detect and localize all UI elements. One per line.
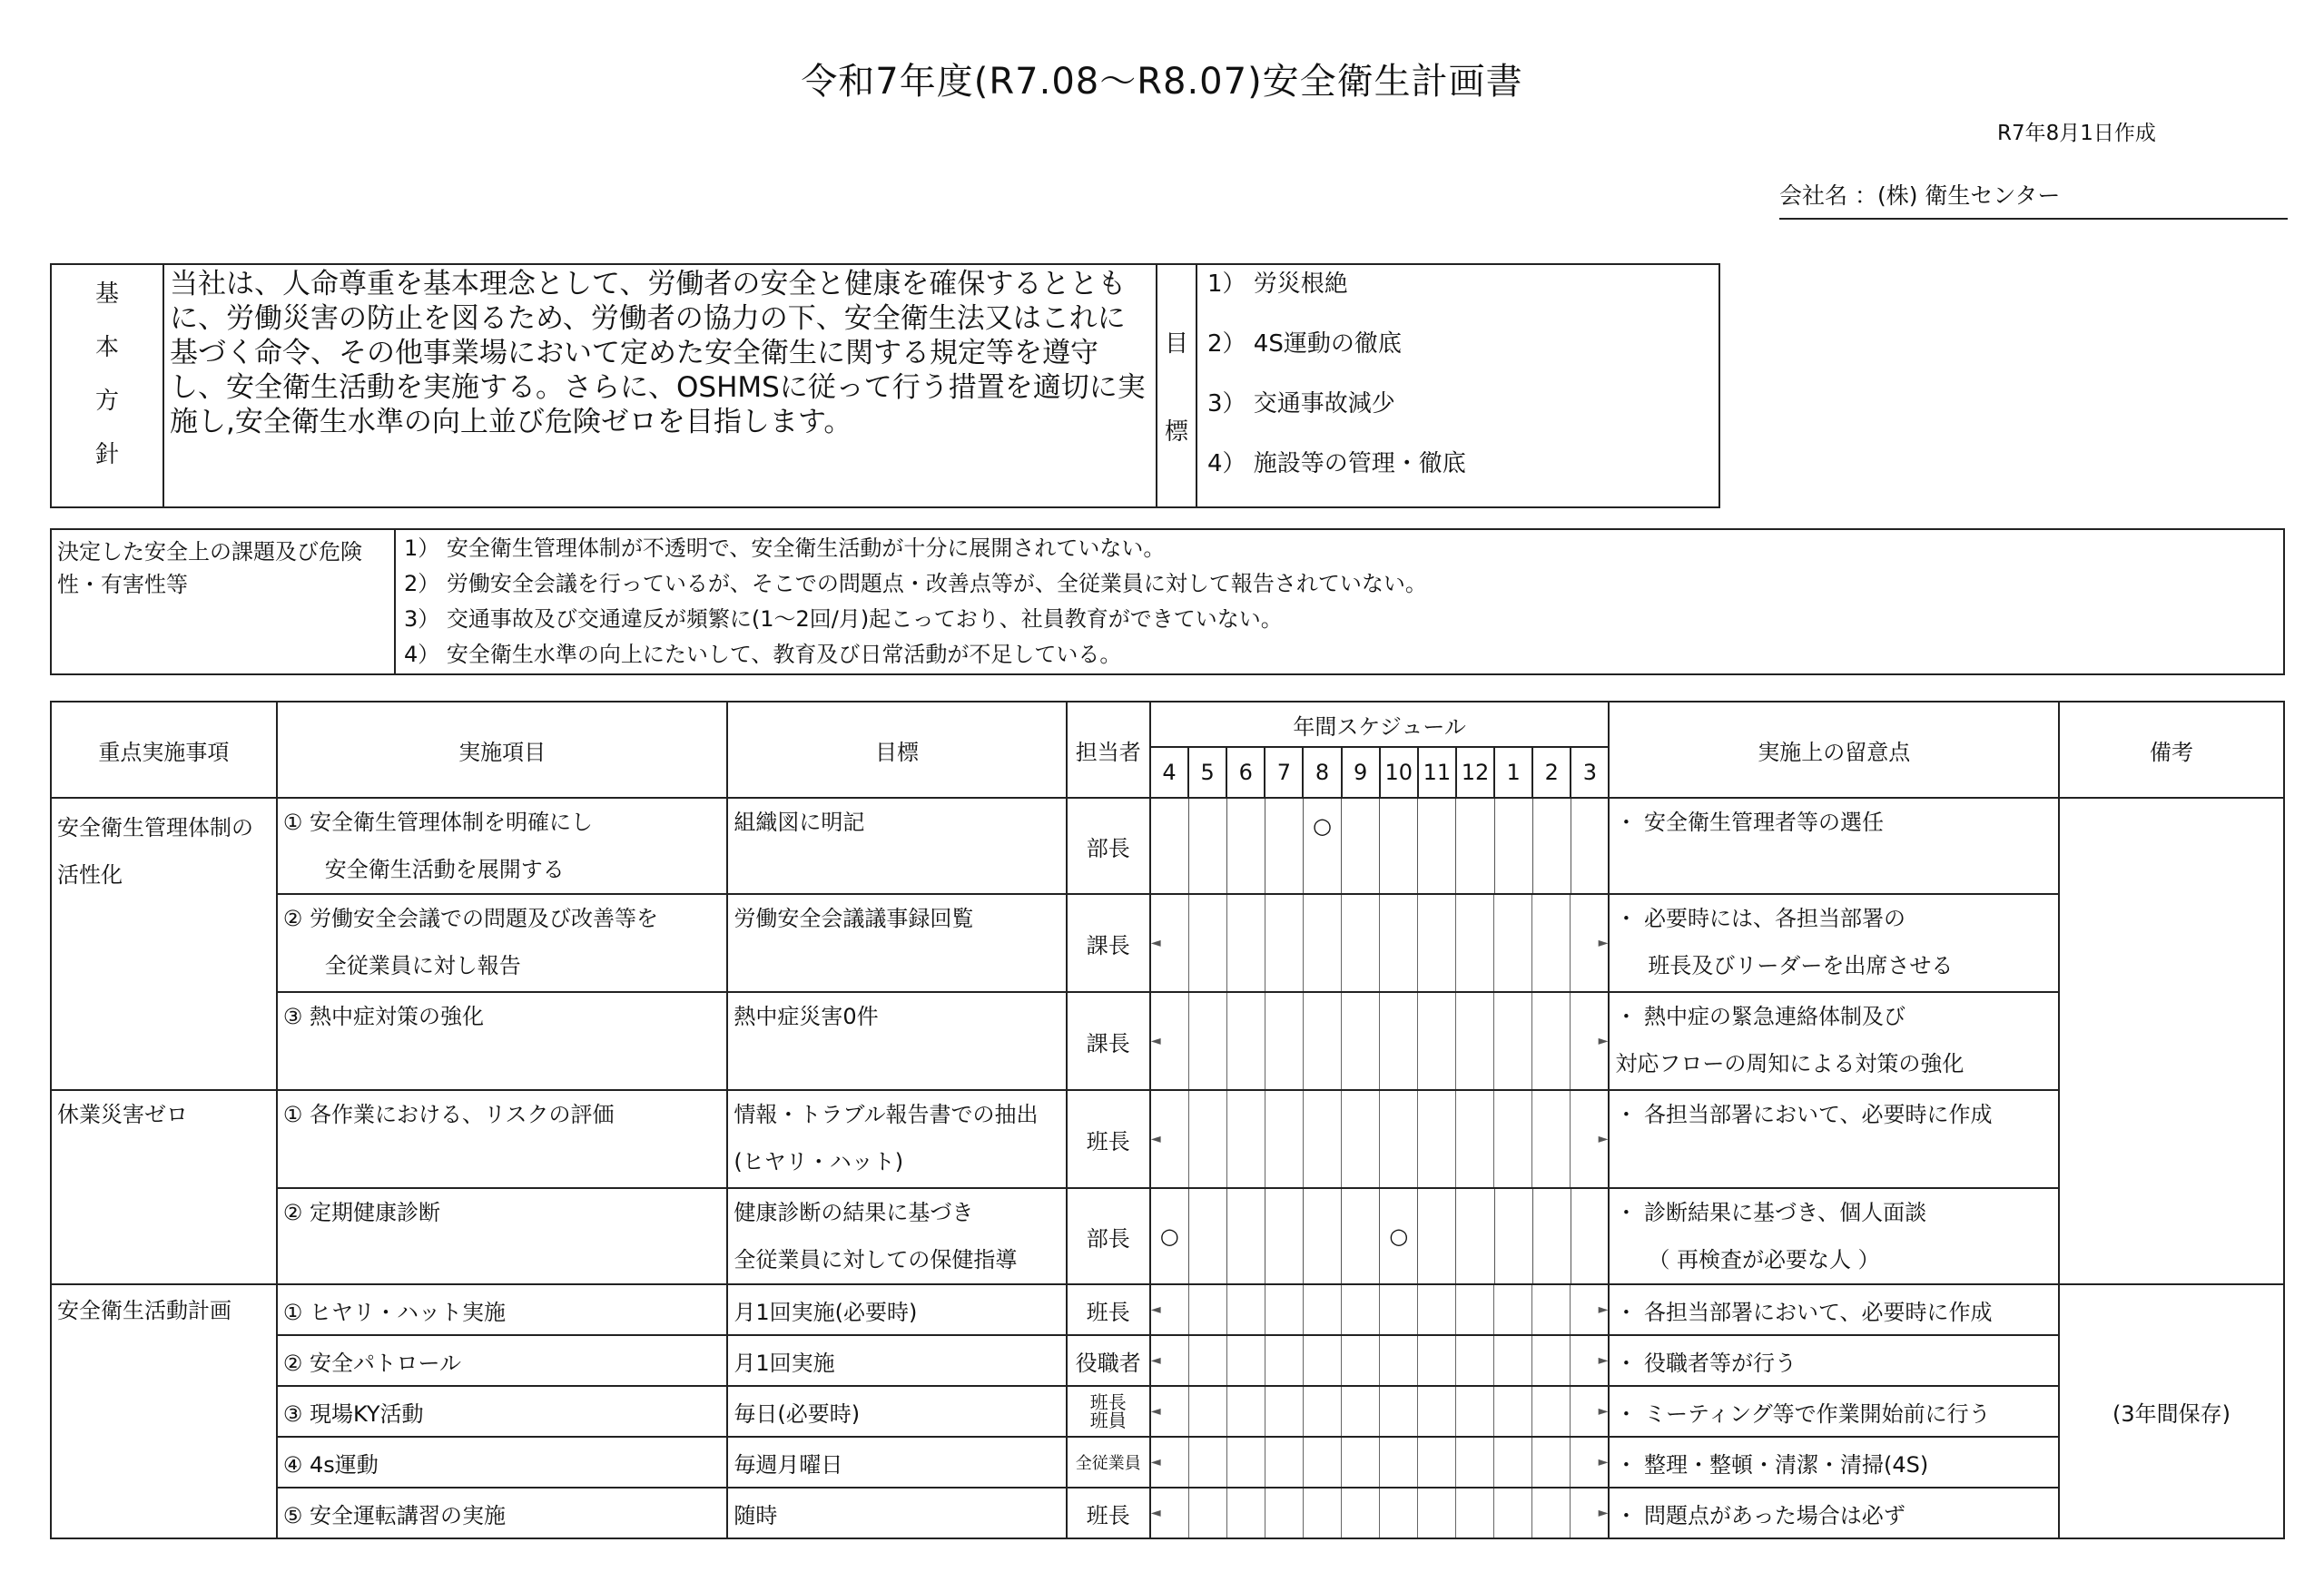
- item-cell: [277, 894, 728, 992]
- schedule-continuous: [1151, 1387, 1609, 1436]
- item-cell: ③ 現場KY活動: [277, 1386, 728, 1437]
- target-cell: 随時: [727, 1488, 1066, 1538]
- month-header: 1: [1494, 747, 1532, 798]
- item-line: 全従業員に対し報告: [324, 953, 521, 978]
- month-header: 6: [1226, 747, 1265, 798]
- schedule-mark: ○: [1150, 1188, 1188, 1284]
- target-line: 健康診断の結果に基づき: [734, 1200, 974, 1225]
- person-line: 班員: [1089, 1410, 1127, 1431]
- schedule-span: [1150, 1488, 1610, 1538]
- schedule-continuous: [1151, 1285, 1609, 1334]
- item-cell: ② 安全パトロール: [277, 1335, 728, 1386]
- month-header: 10: [1380, 747, 1418, 798]
- target-cell: 毎日(必要時): [727, 1386, 1066, 1437]
- note-cell: [1609, 1188, 2059, 1284]
- person-cell: [1067, 1386, 1150, 1437]
- item-line: 安全衛生活動を展開する: [324, 857, 565, 882]
- goal-item: 2） 4S運動の徹底: [1207, 330, 1402, 358]
- item-cell: ① 各作業における、リスクの評価: [277, 1090, 728, 1188]
- schedule-cell: [1226, 1188, 1265, 1284]
- schedule-cell: [1150, 798, 1188, 894]
- note-line: ・ 必要時には、各担当部署の: [1615, 906, 1906, 931]
- policy-label-char: 針: [94, 441, 119, 468]
- schedule-continuous: [1151, 1091, 1609, 1187]
- note-cell: ・ 問題点があった場合は必ず: [1609, 1488, 2059, 1538]
- item-cell: ① ヒヤリ・ハット実施: [277, 1284, 728, 1335]
- person-cell: 課長: [1067, 992, 1150, 1090]
- person-line: 班長: [1089, 1391, 1127, 1413]
- target-cell: 熱中症災害0件: [727, 992, 1066, 1090]
- schedule-cell: [1380, 798, 1418, 894]
- target-cell: 毎週月曜日: [727, 1437, 1066, 1488]
- schedule-cell: [1342, 798, 1380, 894]
- item-cell: ④ 4s運動: [277, 1437, 728, 1488]
- issues-list: [395, 529, 2284, 674]
- schedule-continuous: [1151, 1438, 1609, 1487]
- target-cell: 月1回実施(必要時): [727, 1284, 1066, 1335]
- item-cell: ⑤ 安全運転講習の実施: [277, 1488, 728, 1538]
- target-line: 全従業員に対しての保健指導: [734, 1247, 1018, 1272]
- schedule-span: [1150, 992, 1610, 1090]
- document-title: 令和7年度(R7.08～R8.07)安全衛生計画書: [801, 61, 1523, 103]
- target-cell: [727, 1188, 1066, 1284]
- note-cell: ・ 各担当部署において、必要時に作成: [1609, 1284, 2059, 1335]
- person-cell: 班長: [1067, 1090, 1150, 1188]
- month-header: 3: [1571, 747, 1609, 798]
- schedule-cell: [1456, 1188, 1494, 1284]
- goals-label-char: 目: [1164, 330, 1188, 358]
- creation-date: R7年8月1日作成: [1997, 122, 2156, 145]
- schedule-cell: [1226, 798, 1265, 894]
- policy-label-char: 方: [94, 388, 119, 415]
- person-cell: 課長: [1067, 894, 1150, 992]
- note-cell: ・ 整理・整頓・清潔・清掃(4S): [1609, 1437, 2059, 1488]
- issue-item: 2） 労働安全会議を行っているが、そこでの問題点・改善点等が、全従業員に対して報告されていない。: [404, 571, 1427, 596]
- policy-table: [50, 263, 1720, 508]
- note-cell: ・ ミーティング等で作業開始前に行う: [1609, 1386, 2059, 1437]
- item-cell: ③ 熱中症対策の強化: [277, 992, 728, 1090]
- target-cell: [727, 1090, 1066, 1188]
- schedule-continuous: [1151, 895, 1609, 991]
- note-line: 班長及びリーダーを出席させる: [1648, 953, 1954, 978]
- item-line: ① 安全衛生管理体制を明確にし: [282, 810, 593, 835]
- target-cell: 組織図に明記: [727, 798, 1066, 894]
- schedule-span: [1150, 1284, 1610, 1335]
- target-cell: 労働安全会議議事録回覧: [727, 894, 1066, 992]
- issue-item: 3） 交通事故及び交通違反が頻繁に(1～2回/月)起こっており、社員教育ができていない。: [404, 606, 1283, 632]
- schedule-mark: ○: [1380, 1188, 1418, 1284]
- header-schedule: 年間スケジュール: [1150, 702, 1610, 747]
- header-item: 実施項目: [277, 702, 728, 798]
- priority-cell: 安全衛生管理体制の活性化: [51, 798, 277, 1090]
- priority-cell: 休業災害ゼロ: [51, 1090, 277, 1284]
- target-line: (ヒヤリ・ハット): [734, 1149, 904, 1174]
- header-notes: 実施上の留意点: [1609, 702, 2059, 798]
- header-remarks: 備考: [2059, 702, 2284, 798]
- schedule-span: [1150, 894, 1610, 992]
- schedule-cell: [1265, 1188, 1303, 1284]
- schedule-cell: [1342, 1188, 1380, 1284]
- schedule-mark: ○: [1303, 798, 1341, 894]
- header-priority: 重点実施事項: [51, 702, 277, 798]
- person-cell: 役職者: [1067, 1335, 1150, 1386]
- schedule-span: [1150, 1437, 1610, 1488]
- policy-text: 当社は、人命尊重を基本理念として、労働者の安全と健康を確保するとともに、労働災害の防止を図るため、労働者の協力の下、安全衛生法又はこれに基づく命令、その他事業場において定めた安全衛生に関する規定等を遵守し、安全衛生活動を実施する。さらに、OSHMSに従って行う措置を適切に実施し,安全衛生水準の向上並び危険ゼロを目指します。: [163, 264, 1157, 507]
- target-line: 情報・トラブル報告書での抽出: [734, 1102, 1039, 1127]
- policy-label: [51, 264, 163, 507]
- schedule-span: [1150, 1090, 1610, 1188]
- month-header: 2: [1532, 747, 1571, 798]
- issue-item: 4） 安全衛生水準の向上にたいして、教育及び日常活動が不足している。: [404, 642, 1122, 667]
- note-cell: ・ 安全衛生管理者等の選任: [1609, 798, 2059, 894]
- remarks-cell: (3年間保存): [2059, 1284, 2284, 1538]
- schedule-continuous: [1151, 1488, 1609, 1538]
- person-cell: 部長: [1067, 1188, 1150, 1284]
- schedule-cell: [1532, 798, 1571, 894]
- schedule-cell: [1494, 1188, 1532, 1284]
- note-line: ・ 診断結果に基づき、個人面談: [1615, 1200, 1927, 1225]
- note-cell: [1609, 894, 2059, 992]
- person-cell: 部長: [1067, 798, 1150, 894]
- schedule-span: [1150, 1386, 1610, 1437]
- schedule-cell: [1456, 798, 1494, 894]
- issues-label: 決定した安全上の課題及び危険性・有害性等: [51, 529, 395, 674]
- goals-label-char: 標: [1164, 418, 1188, 446]
- note-line: （ 再検査が必要な人 ）: [1648, 1247, 1880, 1272]
- schedule-cell: [1188, 1188, 1226, 1284]
- note-line: ・ 熱中症の緊急連絡体制及び: [1615, 1004, 1906, 1029]
- item-cell: ② 定期健康診断: [277, 1188, 728, 1284]
- schedule-span: [1150, 1335, 1610, 1386]
- schedule-cell: [1418, 1188, 1456, 1284]
- schedule-cell: [1494, 798, 1532, 894]
- target-cell: 月1回実施: [727, 1335, 1066, 1386]
- schedule-cell: [1303, 1188, 1341, 1284]
- note-line: 対応フローの周知による対策の強化: [1615, 1051, 1965, 1076]
- schedule-cell: [1418, 798, 1456, 894]
- schedule-cell: [1532, 1188, 1571, 1284]
- schedule-cell: [1188, 798, 1226, 894]
- company-name: 会社名 ：(株) 衛生センター: [1779, 178, 2288, 220]
- header-person: 担当者: [1067, 702, 1150, 798]
- person-cell: 班長: [1067, 1284, 1150, 1335]
- goal-item: 1） 労災根絶: [1207, 270, 1348, 298]
- month-header: 8: [1303, 747, 1341, 798]
- schedule-continuous: [1151, 1336, 1609, 1385]
- month-header: 7: [1265, 747, 1303, 798]
- goal-item: 4） 施設等の管理・徹底: [1207, 450, 1466, 477]
- note-cell: ・ 役職者等が行う: [1609, 1335, 2059, 1386]
- month-header: 4: [1150, 747, 1188, 798]
- item-line: ② 労働安全会議での問題及び改善等を: [282, 906, 658, 931]
- issues-table: [50, 528, 2285, 675]
- month-header: 11: [1418, 747, 1456, 798]
- priority-cell: 安全衛生活動計画: [51, 1284, 277, 1538]
- issue-item: 1） 安全衛生管理体制が不透明で、安全衛生活動が十分に展開されていない。: [404, 535, 1166, 561]
- goals-label: [1157, 264, 1196, 507]
- person-cell: 班長: [1067, 1488, 1150, 1538]
- item-cell: [277, 798, 728, 894]
- person-cell: 全従業員: [1067, 1437, 1150, 1488]
- header-target: 目標: [727, 702, 1066, 798]
- goal-item: 3） 交通事故減少: [1207, 390, 1395, 418]
- plan-table: [50, 701, 2285, 1539]
- month-header: 9: [1342, 747, 1380, 798]
- schedule-cell: [1265, 798, 1303, 894]
- note-cell: ・ 各担当部署において、必要時に作成: [1609, 1090, 2059, 1188]
- month-header: 5: [1188, 747, 1226, 798]
- schedule-cell: [1571, 1188, 1609, 1284]
- month-header: 12: [1456, 747, 1494, 798]
- policy-label-char: 基: [94, 280, 119, 308]
- goals-list: [1196, 264, 1719, 507]
- remarks-cell: [2059, 798, 2284, 1284]
- schedule-cell: [1571, 798, 1609, 894]
- note-cell: [1609, 992, 2059, 1090]
- policy-label-char: 本: [94, 334, 119, 361]
- schedule-continuous: [1151, 993, 1609, 1089]
